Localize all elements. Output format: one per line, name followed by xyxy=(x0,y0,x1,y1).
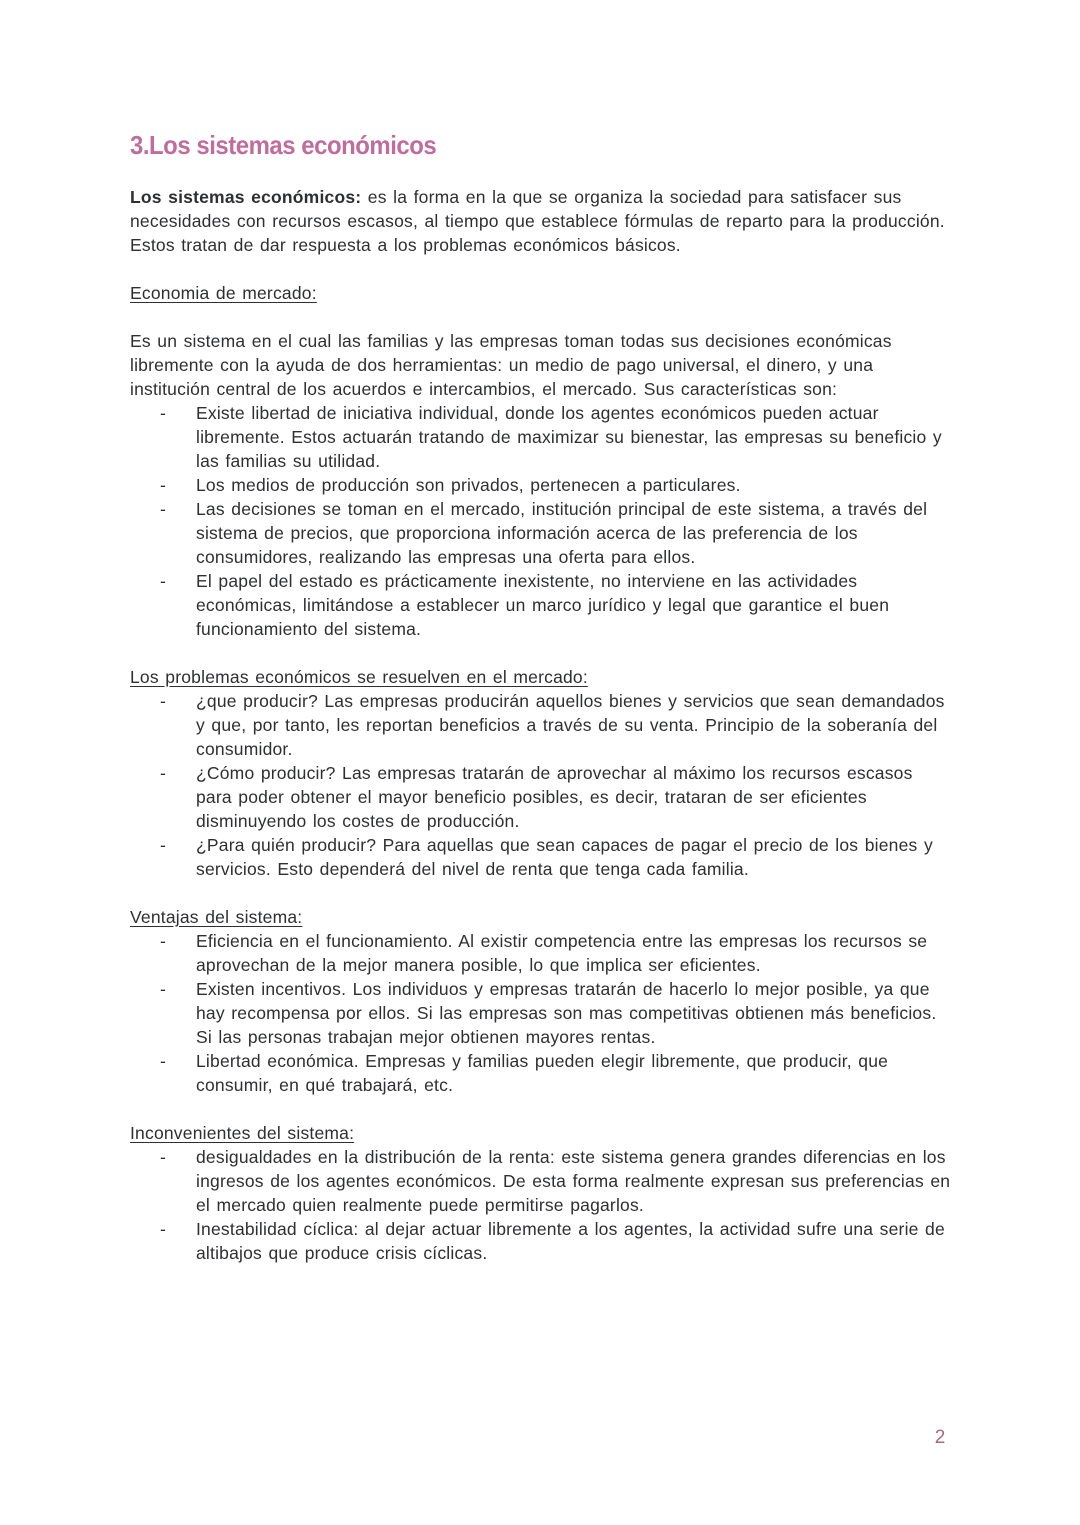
bullet-text: Eficiencia en el funcionamiento. Al existir competencia entre las empresas los recursos se aprovechan de la mejor manera posible, lo que implica ser eficientes. xyxy=(196,931,928,975)
dash-bullet-marker: - xyxy=(160,403,167,423)
list-item xyxy=(130,977,952,1049)
bullet-text: ¿Para quién producir? Para aquellas que sean capaces de pagar el precio de los bienes y servicios. Esto dependerá del nivel de renta que tenga cada familia. xyxy=(196,835,933,879)
list-item xyxy=(130,401,952,473)
bullet-text: Existen incentivos. Los individuos y empresas tratarán de hacerlo lo mejor posible, ya que hay recompensa por ellos. Si las empresas son mas competitivas obtienen más beneficios. Si las personas trabajan mejor obtienen mayores rentas. xyxy=(196,979,937,1047)
list-item xyxy=(130,1217,952,1265)
bullet-text: ¿que producir? Las empresas producirán aquellos bienes y servicios que sean demandados y que, por tanto, les reportan beneficios a través de su venta. Principio de la soberanía del consumidor. xyxy=(196,691,945,759)
dash-bullet-marker: - xyxy=(160,1051,167,1071)
dash-bullet-marker: - xyxy=(160,1147,167,1167)
bullet-text: Existe libertad de iniciativa individual, donde los agentes económicos pueden actuar libremente. Estos actuarán tratando de maximizar su bienestar, las empresas su beneficio y las familias su utilidad. xyxy=(196,403,942,471)
intro-text: es la forma en la que se organiza la sociedad para satisfacer sus necesidades con recursos escasos, al tiempo que establece fórmulas de reparto para la producción. Estos tratan de dar respuesta a los problemas económicos básicos. xyxy=(130,187,945,255)
intro-lead-bold: Los sistemas económicos: xyxy=(130,187,362,207)
dash-bullet-marker: - xyxy=(160,763,167,783)
section-heading-problemas-economicos: Los problemas económicos se resuelven en el mercado: xyxy=(130,667,588,687)
bullet-text: desigualdades en la distribución de la renta: este sistema genera grandes diferencias en los ingresos de los agentes económicos. De esta forma realmente expresan sus preferencias en el mercado quien realmente puede permitirse pagarlos. xyxy=(196,1147,951,1215)
dash-bullet-marker: - xyxy=(160,835,167,855)
list-item xyxy=(130,1049,952,1097)
section-heading-economia-de-mercado: Economia de mercado: xyxy=(130,283,317,303)
list-item xyxy=(130,473,952,497)
dash-bullet-marker: - xyxy=(160,499,167,519)
list-item xyxy=(130,689,952,761)
bullet-list-inconvenientes xyxy=(130,1145,952,1265)
dash-bullet-marker: - xyxy=(160,571,167,591)
section-heading-ventajas: Ventajas del sistema: xyxy=(130,907,303,927)
list-item xyxy=(130,929,952,977)
dash-bullet-marker: - xyxy=(160,1219,167,1239)
section-ventajas xyxy=(130,905,952,1097)
bullet-text: Las decisiones se toman en el mercado, institución principal de este sistema, a través del sistema de precios, que proporciona información acerca de las preferencia de los consumidores, realizando las empresas una oferta para ellos. xyxy=(196,499,928,567)
dash-bullet-marker: - xyxy=(160,691,167,711)
list-item xyxy=(130,833,952,881)
bullet-list-problemas xyxy=(130,689,952,881)
bullet-text: Libertad económica. Empresas y familias pueden elegir libremente, que producir, que consumir, en qué trabajará, etc. xyxy=(196,1051,889,1095)
document-content xyxy=(130,131,952,1265)
section-economia-de-mercado xyxy=(130,281,952,641)
bullet-list-caracteristicas xyxy=(130,401,952,641)
dash-bullet-marker: - xyxy=(160,475,167,495)
dash-bullet-marker: - xyxy=(160,931,167,951)
list-item xyxy=(130,569,952,641)
section-problemas-economicos xyxy=(130,665,952,881)
page-title: 3.Los sistemas económicos xyxy=(130,130,437,160)
bullet-text: El papel del estado es prácticamente inexistente, no interviene en las actividades económicas, limitándose a establecer un marco jurídico y legal que garantice el buen funcionamiento del sistema. xyxy=(196,571,890,639)
list-item xyxy=(130,761,952,833)
bullet-text: Los medios de producción son privados, pertenecen a particulares. xyxy=(196,475,741,495)
section-paragraph: Es un sistema en el cual las familias y las empresas toman todas sus decisiones económicas libremente con la ayuda de dos herramientas: un medio de pago universal, el dinero, y una institución central de los acuerdos e intercambios, el mercado. Sus características son: xyxy=(130,331,892,399)
bullet-text: Inestabilidad cíclica: al dejar actuar libremente a los agentes, la actividad sufre una serie de altibajos que produce crisis cíclicas. xyxy=(196,1219,945,1263)
bullet-list-ventajas xyxy=(130,929,952,1097)
list-item xyxy=(130,1145,952,1217)
section-inconvenientes xyxy=(130,1121,952,1265)
list-item xyxy=(130,497,952,569)
intro-paragraph xyxy=(130,185,952,257)
page-number: 2 xyxy=(934,1427,946,1448)
dash-bullet-marker: - xyxy=(160,979,167,999)
section-heading-inconvenientes: Inconvenientes del sistema: xyxy=(130,1123,355,1143)
bullet-text: ¿Cómo producir? Las empresas tratarán de aprovechar al máximo los recursos escasos para poder obtener el mayor beneficio posibles, es decir, trataran de ser eficientes disminuyendo los costes de producción. xyxy=(196,763,913,831)
